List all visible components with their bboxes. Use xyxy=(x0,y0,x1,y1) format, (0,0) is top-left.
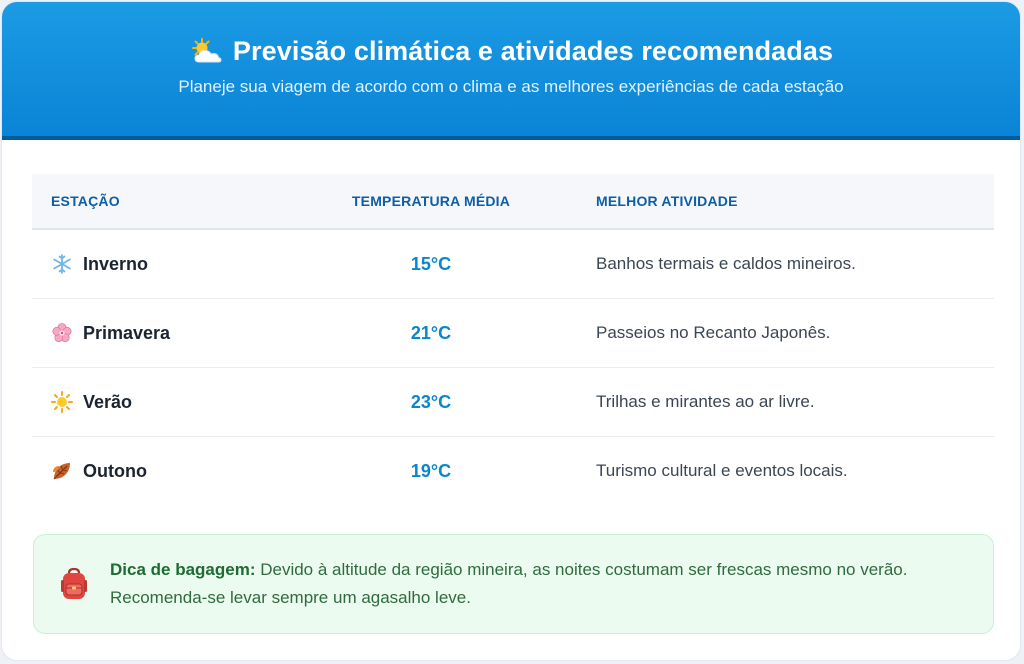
page-subtitle: Planeje sua viagem de acordo com o clima e as melhores experiências de cada estação xyxy=(178,77,844,96)
packing-tip-box xyxy=(33,534,994,634)
season-cell xyxy=(32,299,306,368)
column-header-activity: MELHOR ATIVIDADE xyxy=(596,193,738,209)
table-row xyxy=(32,368,994,437)
activity-cell: Passeios no Recanto Japonês. xyxy=(596,323,831,342)
season-name: Primavera xyxy=(83,322,171,343)
activity-cell: Trilhas e mirantes ao ar livre. xyxy=(596,392,815,411)
table-header-row xyxy=(32,174,994,229)
activity-cell: Banhos termais e caldos mineiros. xyxy=(596,254,856,273)
table-row xyxy=(32,437,994,506)
packing-tip-label: Dica de bagagem: xyxy=(110,560,256,579)
column-header-season: ESTAÇÃO xyxy=(51,193,120,209)
temperature-cell: 15°C xyxy=(410,253,452,274)
page-title: Previsão climática e atividades recomendadas xyxy=(232,36,834,66)
forecast-table xyxy=(32,174,994,505)
table-row xyxy=(32,229,994,299)
header-banner xyxy=(2,2,1020,140)
sun-behind-cloud-icon xyxy=(189,37,223,67)
backpack-icon xyxy=(56,566,92,602)
packing-tip-text xyxy=(110,556,950,612)
temperature-cell: 21°C xyxy=(410,322,452,343)
season-cell xyxy=(32,229,306,299)
column-header-temperature: TEMPERATURA MÉDIA xyxy=(351,193,511,209)
activity-cell: Turismo cultural e eventos locais. xyxy=(596,461,848,480)
season-name: Outono xyxy=(83,460,147,481)
forecast-table-container xyxy=(32,174,994,505)
forecast-card xyxy=(1,1,1021,661)
sun-icon xyxy=(51,391,73,413)
temperature-cell: 23°C xyxy=(410,391,452,412)
fallen-leaf-icon xyxy=(51,460,73,482)
season-name: Inverno xyxy=(83,253,149,274)
packing-tip-body: Devido à altitude da região mineira, as noites costumam ser frescas mesmo no verão. Recomenda-se levar sempre um agasalho leve. xyxy=(110,560,908,607)
cherry-blossom-icon xyxy=(51,322,73,344)
snowflake-icon xyxy=(51,253,73,275)
season-name: Verão xyxy=(83,391,133,412)
table-row xyxy=(32,299,994,368)
season-cell xyxy=(32,437,306,506)
season-cell xyxy=(32,368,306,437)
title-row xyxy=(2,2,1020,67)
temperature-cell: 19°C xyxy=(410,460,452,481)
